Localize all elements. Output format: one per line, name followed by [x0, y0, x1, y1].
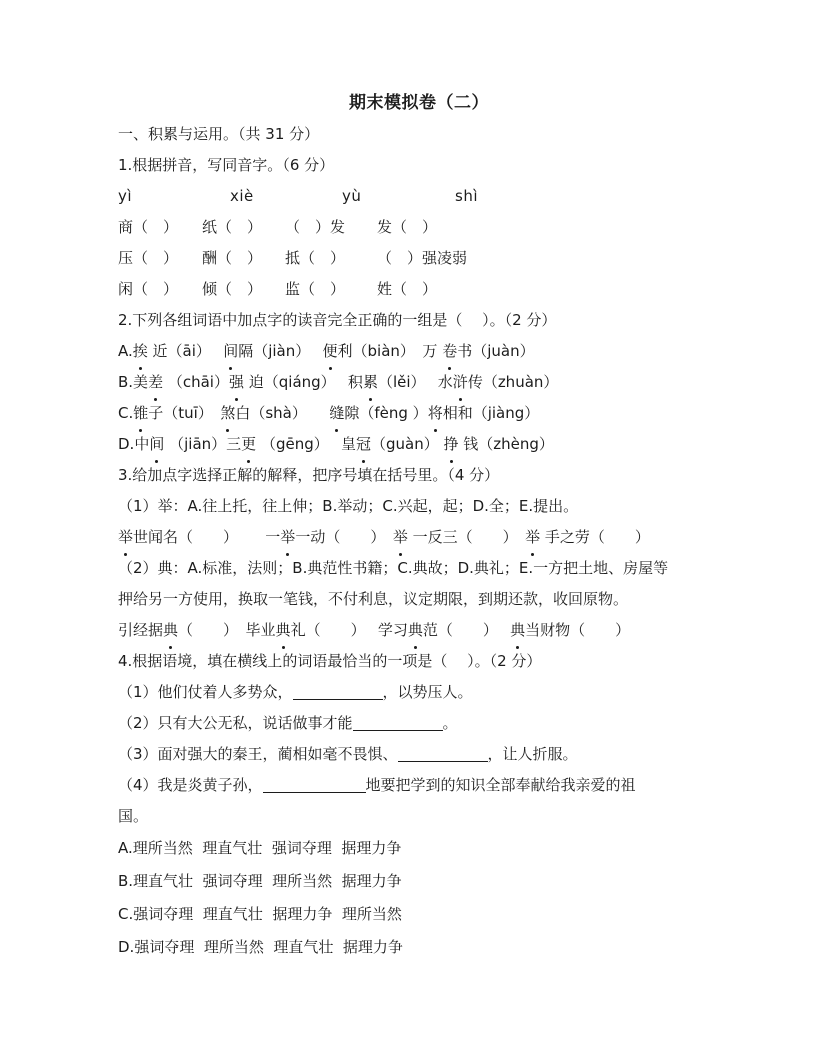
dotted-char: 典 [510, 615, 525, 646]
text-segment: 利（biàn） 万 [337, 342, 443, 360]
text-segment: 子（tuī） [148, 404, 221, 422]
text-segment: xiè [230, 187, 254, 205]
q3-2-definitions [118, 553, 720, 584]
q1-pinyin-row [118, 181, 720, 212]
text-segment: 押给另一方使用，换取一笔钱，不付利息，议定期限，到期还款，收回原物。 [118, 590, 629, 608]
text-segment: （ ） 毕业 [178, 621, 276, 639]
q4-option-b [118, 865, 720, 898]
q1-row-3 [118, 274, 720, 305]
answer-blank [398, 747, 488, 762]
text-segment: 倾（ ） [202, 280, 263, 298]
answer-blank [353, 716, 443, 731]
dotted-char: 挨 [133, 336, 148, 367]
text-segment: 姓（ ） [377, 280, 438, 298]
text-segment: 1.根据拼音，写同音字。（6 分） [118, 156, 335, 174]
text-segment: 隔（jiàn） [238, 342, 323, 360]
text-segment: （3）面对强大的秦王，蔺相如毫不畏惧、 [118, 745, 398, 763]
text-segment: 传（zhuàn） [467, 373, 559, 391]
text-segment: （1）他们仗着人多势众， [118, 683, 293, 701]
text-segment: （4）我是炎黄子孙， [118, 776, 263, 794]
text-segment: （jiān）三 [164, 435, 242, 453]
text-segment: 当财物（ ） [525, 621, 631, 639]
text-segment: 手之劳（ ） [540, 528, 650, 546]
dotted-char: 强 [229, 367, 244, 398]
dotted-char: 举 [525, 522, 540, 553]
dotted-char: 便 [323, 336, 338, 367]
text-segment: 一、积累与运用。（共 31 分） [118, 125, 320, 143]
dotted-char: 累 [363, 367, 378, 398]
q3-1-phrases [118, 522, 720, 553]
text-segment: 2.下列各组词语中加点字的读音完全正确的一组是（ ）。（2 分） [118, 311, 557, 329]
section-1-heading [118, 119, 720, 150]
text-segment: 白（shà） [235, 404, 330, 422]
text-segment: 范（ ） [422, 621, 511, 639]
text-segment: 发（ ） [377, 218, 438, 236]
text-segment: （2）只有大公无私，说话做事才能 [118, 714, 353, 732]
text-segment: 闲（ ） [118, 280, 179, 298]
q4-option-c [118, 898, 720, 931]
text-segment: 一动（ ） [295, 528, 393, 546]
exam-title: 期末模拟卷（二） [349, 93, 489, 113]
dotted-char: 缝 [329, 398, 344, 429]
text-segment: 隙（fèng ） [344, 404, 428, 422]
text-segment: yì [118, 187, 133, 205]
answer-blank [293, 685, 383, 700]
q2-option-d [118, 429, 720, 460]
text-segment: 相和（jiàng） [442, 404, 540, 422]
text-segment: 地要把学到的知识全部奉献给我亲爱的祖 [365, 776, 636, 794]
text-segment: ，让人折服。 [487, 745, 578, 763]
text-segment: A. [118, 342, 133, 360]
text-segment: 近（āi） [147, 342, 224, 360]
text-segment: （1）举：A.往上托，往上伸；B.举动；C.兴起，起；D.全；E.提出。 [118, 497, 579, 515]
text-segment: 国。 [118, 807, 149, 825]
text-segment: 监（ ） [285, 280, 346, 298]
text-segment: 4.根据语境，填在横线上的词语最恰当的一项是（ ）。（2 分） [118, 652, 542, 670]
dotted-char: 挣 [444, 429, 459, 460]
text-segment: C.强词夺理 理直气壮 据理力争 理所当然 [118, 905, 402, 923]
text-segment: 礼（ ） 学习 [290, 621, 408, 639]
text-segment: A.理所当然 理直气壮 强词夺理 据理力争 [118, 839, 402, 857]
dotted-char: 典 [276, 615, 291, 646]
dotted-char: 卷 [442, 336, 457, 367]
document-lines [118, 119, 720, 964]
dotted-char: 将 [428, 398, 443, 429]
dotted-char: 浒 [453, 367, 468, 398]
text-segment: C. [118, 404, 134, 422]
q4-option-d [118, 931, 720, 964]
q2-option-a [118, 336, 720, 367]
q4-stem [118, 646, 720, 677]
text-segment: 。 [442, 714, 458, 732]
q1-stem [118, 150, 720, 181]
dotted-char: 冠 [356, 429, 371, 460]
text-segment: 引经据 [118, 621, 164, 639]
text-segment: B.美 [118, 373, 149, 391]
answer-blank [263, 778, 366, 793]
dotted-char: 举 [393, 522, 408, 553]
dotted-char: 间 [223, 336, 238, 367]
dotted-char: 煞 [220, 398, 235, 429]
text-segment: 世闻名（ ） 一 [133, 528, 281, 546]
q3-2-phrases [118, 615, 720, 646]
q4-blank-1 [118, 677, 720, 708]
dotted-char: 锥 [133, 398, 148, 429]
q4-blank-4-cont [118, 801, 720, 832]
q1-row-1 [118, 212, 720, 243]
dotted-char: 差 [148, 367, 163, 398]
text-segment: 书（juàn） [457, 342, 535, 360]
q2-stem [118, 305, 720, 336]
dotted-char: 举 [118, 522, 133, 553]
q4-blank-3 [118, 739, 720, 770]
dotted-char: 间 [149, 429, 164, 460]
dotted-char: 典 [163, 615, 178, 646]
dotted-char: 更 [241, 429, 256, 460]
q1-row-2 [118, 243, 720, 274]
q4-blank-2 [118, 708, 720, 739]
text-segment: （guàn） [371, 435, 444, 453]
q3-2-definitions-cont [118, 584, 720, 615]
q2-option-c [118, 398, 720, 429]
text-segment: 迫（qiáng） 积 [243, 373, 363, 391]
text-segment: D.中 [118, 435, 150, 453]
q4-option-a [118, 832, 720, 865]
text-segment: 纸（ ） [202, 218, 263, 236]
dotted-char: 典 [408, 615, 423, 646]
q3-1-definitions [118, 491, 720, 522]
text-segment: B.理直气壮 强词夺理 理所当然 据理力争 [118, 872, 402, 890]
q3-stem [118, 460, 720, 491]
dotted-char: 举 [280, 522, 295, 553]
text-segment: 压（ ） [118, 249, 179, 267]
text-segment: 3.给加点字选择正解的解释，把序号填在括号里。（4 分） [118, 466, 500, 484]
text-segment: 商（ ） [118, 218, 179, 236]
text-segment: （ ）发 [285, 218, 346, 236]
text-segment: D.强词夺理 理所当然 理直气壮 据理力争 [118, 938, 403, 956]
text-segment: 钱（zhèng） [458, 435, 554, 453]
text-segment: （lěi） 水 [377, 373, 453, 391]
q2-option-b [118, 367, 720, 398]
text-segment: 酬（ ） [202, 249, 263, 267]
text-segment: ，以势压人。 [382, 683, 473, 701]
q4-blank-4 [118, 770, 720, 801]
text-segment: yù [342, 187, 362, 205]
text-segment: 一反三（ ） [407, 528, 526, 546]
text-segment: （gēng） 皇 [256, 435, 356, 453]
text-segment: shì [455, 187, 478, 205]
text-segment: （ ）强凌弱 [377, 249, 468, 267]
text-segment: 抵（ ） [285, 249, 346, 267]
text-segment: （chāi） [163, 373, 229, 391]
text-segment: （2）典：A.标准，法则；B.典范性书籍；C.典故；D.典礼；E.一方把土地、房屋等 [118, 559, 669, 577]
